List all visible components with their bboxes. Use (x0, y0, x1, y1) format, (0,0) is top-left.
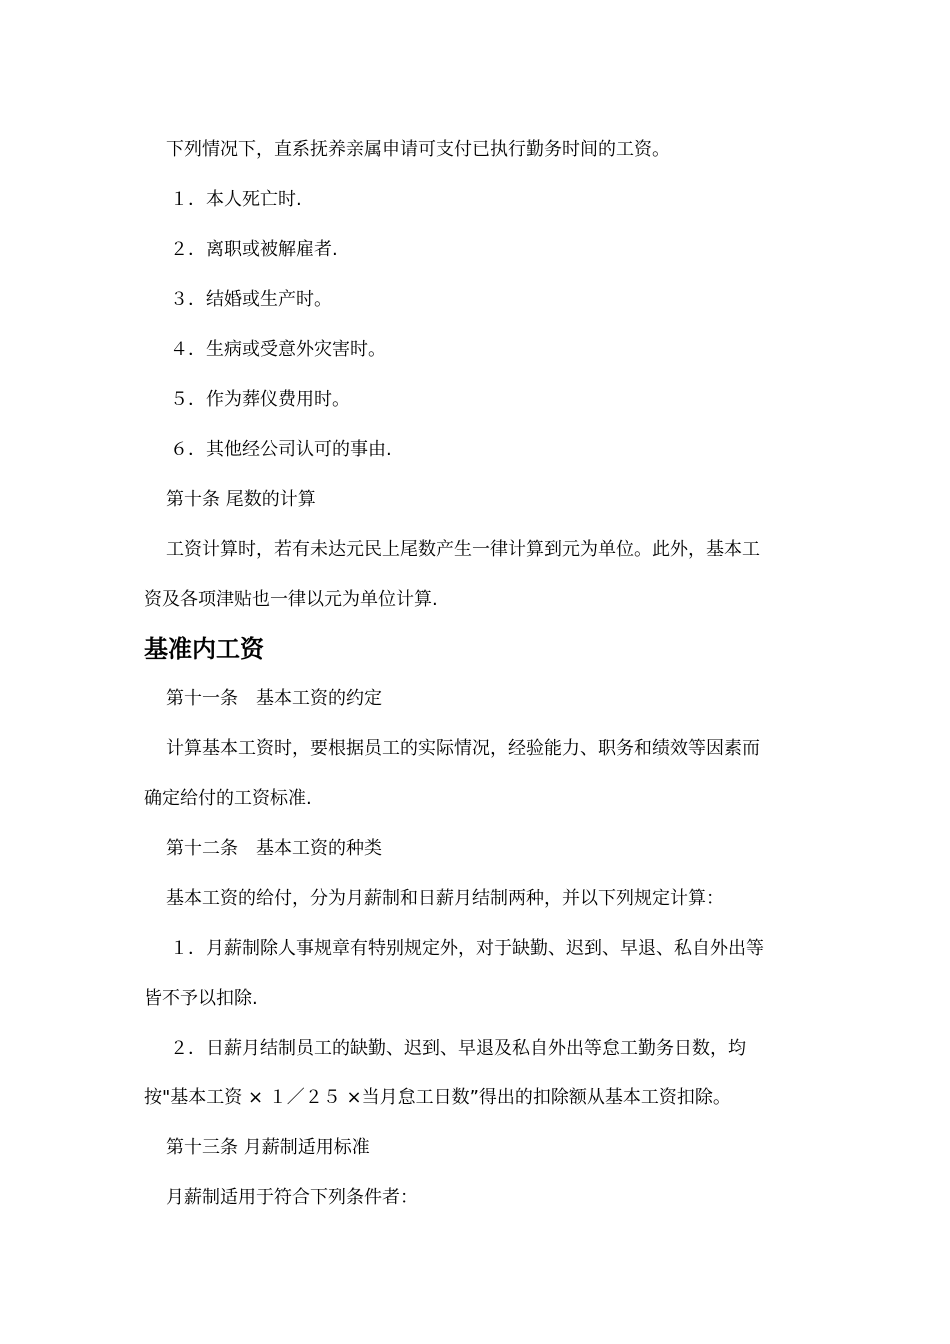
list-item: ２．日薪月结制员工的缺勤、迟到、早退及私自外出等怠工勤务日数，均 (170, 1038, 746, 1059)
article-title-11: 第十一条 基本工资的约定 (166, 688, 382, 709)
paragraph-text: 确定给付的工资标准. (144, 788, 312, 809)
list-item: ５．作为葬仪费用时。 (170, 389, 350, 410)
paragraph-text: 基本工资的给付，分为月薪制和日薪月结制两种，并以下列规定计算： (166, 888, 724, 909)
list-item: １．月薪制除人事规章有特别规定外，对于缺勤、迟到、早退、私自外出等 (170, 938, 764, 959)
list-item: ３．结婚或生产时。 (170, 289, 332, 310)
article-title-10: 第十条 尾数的计算 (166, 489, 316, 510)
section-heading: 基准内工资 (144, 635, 264, 663)
paragraph-intro: 下列情况下，直系抚养亲属申请可支付已执行勤务时间的工资。 (166, 139, 670, 160)
list-item: ２．离职或被解雇者. (170, 239, 338, 260)
article-title-13: 第十三条 月薪制适用标准 (166, 1137, 370, 1158)
article-title-12: 第十二条 基本工资的种类 (166, 838, 382, 859)
list-item: １．本人死亡时. (170, 189, 302, 210)
paragraph-text: 皆不予以扣除. (144, 988, 258, 1009)
paragraph-text: 工资计算时，若有未达元民上尾数产生一律计算到元为单位。此外，基本工 (166, 539, 760, 560)
list-item: ６．其他经公司认可的事由. (170, 439, 392, 460)
paragraph-text: 资及各项津贴也一律以元为单位计算. (144, 589, 438, 610)
list-item: ４．生病或受意外灾害时。 (170, 339, 386, 360)
paragraph-text: 计算基本工资时，要根据员工的实际情况，经验能力、职务和绩效等因素而 (166, 738, 760, 759)
paragraph-text: 按"基本工资 × １／２５ ×当月怠工日数”得出的扣除额从基本工资扣除。 (144, 1087, 731, 1108)
paragraph-text: 月薪制适用于符合下列条件者： (166, 1187, 418, 1208)
